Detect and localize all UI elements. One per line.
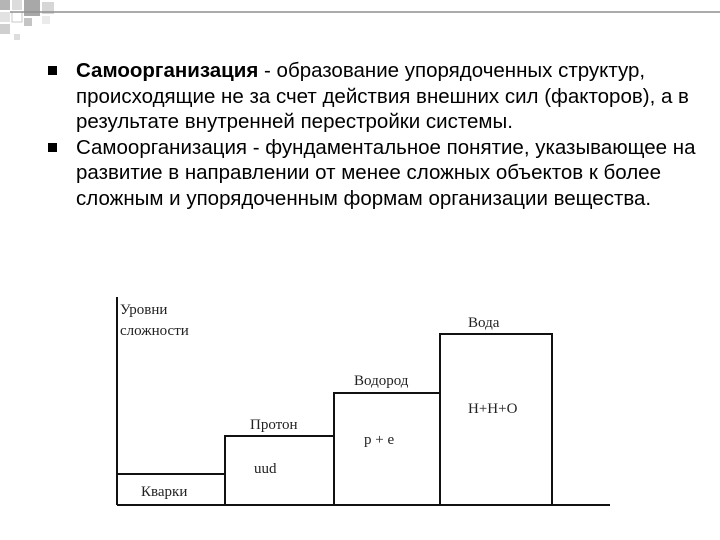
step-label-proton: Протон	[250, 417, 298, 433]
step-content-water: H+H+O	[468, 401, 518, 417]
deco-square	[24, 0, 40, 16]
deco-square	[0, 12, 10, 22]
deco-square	[24, 18, 32, 26]
deco-square	[42, 16, 50, 24]
deco-square	[14, 34, 20, 40]
bullet-text	[76, 136, 695, 210]
bullet-square-icon	[48, 143, 57, 152]
complexity-staircase-diagram	[100, 290, 620, 520]
step-hydrogen	[334, 393, 440, 505]
bullet-term: Самоорганизация	[76, 59, 259, 82]
step-proton	[225, 436, 334, 505]
deco-square	[0, 0, 10, 10]
bullet-item	[48, 135, 698, 212]
axis-label: Уровни	[120, 302, 168, 318]
deco-square	[12, 12, 22, 22]
deco-square	[12, 0, 22, 10]
step-label-hydrogen: Водород	[354, 373, 409, 389]
bullet-text	[76, 59, 689, 133]
step-content-proton: uud	[254, 461, 277, 477]
corner-decoration	[0, 0, 720, 46]
step-label-quarks: Кварки	[141, 484, 188, 500]
bullet-body: Самоорганизация - фундаментальное понятие, указывающее на развитие в направлении от менее сложных объектов к более сложным и упорядоченным формам организации вещества.	[76, 135, 696, 210]
axis-label: сложности	[120, 323, 189, 339]
bullet-body: - образование упорядоченных структур, происходящие не за счет действия внешних сил (факторов), а в результате внутренней перестройки системы.	[76, 59, 689, 133]
deco-square	[0, 24, 10, 34]
bullet-item	[48, 58, 698, 135]
step-content-hydrogen: p + e	[364, 432, 395, 448]
bullet-list	[48, 58, 698, 211]
bullet-square-icon	[48, 66, 57, 75]
step-label-water: Вода	[468, 315, 500, 331]
step-water	[440, 334, 552, 505]
